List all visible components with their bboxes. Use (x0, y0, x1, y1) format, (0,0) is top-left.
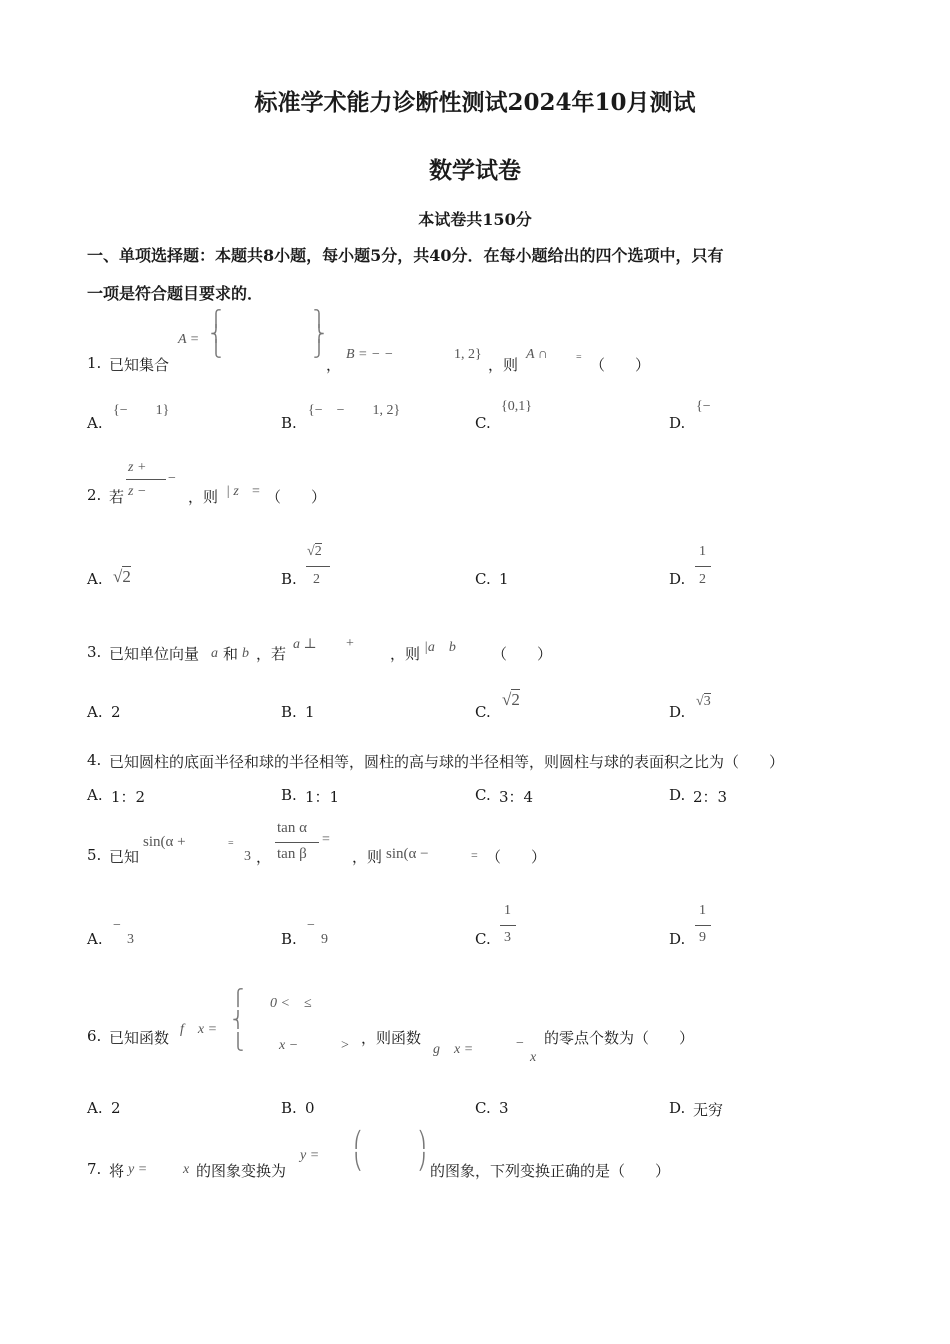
and-text: 和 (223, 645, 239, 663)
page-title: 标准学术能力诊断性测试2024年10月测试 (254, 89, 696, 116)
abs-a-b: |a b (424, 640, 456, 655)
set-b-elements: 1, 2} (454, 347, 482, 362)
option-c-value: {0,1} (501, 399, 532, 414)
question-number: 6. (87, 1027, 102, 1045)
option-c-label: C. (475, 570, 491, 588)
sin-expression: sin(α − (386, 846, 429, 862)
option-c-label: C. (475, 703, 491, 721)
question-text: 已知圆柱的底面半径和球的半径相等，圆柱的高与球的半径相等，则圆柱与球的表面积之比为（ ） (109, 753, 785, 771)
question-number: 2. (87, 486, 102, 504)
function-g: g x = (433, 1042, 474, 1057)
section-heading-line2: 一项是符合题目要求的． (87, 284, 264, 303)
option-a-value: 1：2 (111, 788, 146, 806)
option-d-value: 无穷 (693, 1101, 724, 1119)
option-b-denominator: 9 (321, 932, 328, 947)
option-b-sign: − (307, 918, 315, 933)
then-text: ，则 (390, 645, 421, 663)
comma: ， (326, 356, 342, 374)
option-d-value: 2：3 (693, 788, 728, 806)
minus-sign: − (168, 471, 176, 486)
comma: ， (256, 848, 272, 866)
equals: = (471, 848, 478, 862)
fraction-numerator: z + (128, 460, 147, 475)
option-d-label: D. (669, 930, 686, 948)
plus-sign: + (346, 636, 354, 651)
answer-paren: （ ） (492, 645, 553, 663)
y-equals: y = (128, 1162, 148, 1177)
fraction-bar (126, 479, 166, 480)
option-c-label: C. (475, 414, 491, 432)
g-denominator: x (530, 1050, 537, 1065)
option-b-label: B. (281, 1099, 297, 1117)
x-variable: x (183, 1162, 190, 1177)
sin-denominator: 3 (244, 849, 251, 864)
y-equals-target: y = (300, 1148, 320, 1163)
option-d-label: D. (669, 703, 686, 721)
equals: = (576, 352, 582, 363)
option-b-denominator: 2 (313, 572, 320, 587)
answer-paren: （ ） (266, 488, 327, 506)
sin-expression: sin(α + (143, 834, 186, 850)
option-d-fraction-bar (695, 925, 711, 926)
then-text: ，则 (488, 356, 519, 374)
option-b-value: 0 (305, 1099, 315, 1117)
question-number: 5. (87, 846, 102, 864)
right-brace: ⎫ ⎬ ⎭ (313, 311, 325, 358)
option-d-denominator: 9 (699, 930, 706, 945)
option-c-value: √2 (502, 690, 520, 709)
option-d-numerator: 1 (699, 903, 706, 918)
option-a-label: A. (87, 930, 103, 948)
option-c-denominator: 3 (504, 930, 511, 945)
option-a-value: √2 (113, 567, 131, 586)
perp-condition: a ⊥ (293, 637, 317, 652)
option-c-label: C. (475, 930, 491, 948)
then-text: ，则函数 (361, 1029, 422, 1047)
transform-text: 的图象变换为 (196, 1162, 287, 1180)
option-d-value: {− (696, 399, 711, 414)
piecewise-brace: ⎧ ⎨ ⎩ (232, 990, 244, 1051)
option-a-label: A. (87, 703, 103, 721)
answer-paren: （ ） (590, 356, 651, 374)
option-d-label: D. (669, 414, 686, 432)
vector-a: a (211, 646, 218, 661)
tan-denominator: tan β (277, 846, 307, 862)
then-text: ，则 (188, 488, 219, 506)
option-b-value: 1：1 (305, 788, 340, 806)
question-suffix: 的零点个数为（ ） (544, 1029, 695, 1047)
question-number: 1. (87, 354, 102, 372)
option-b-label: B. (281, 414, 297, 432)
set-b-label: B = − − (346, 347, 394, 362)
right-paren: ⎞ ⎠ (418, 1132, 426, 1171)
g-minus: − (516, 1036, 524, 1051)
piecewise-case-2: x − > (279, 1038, 350, 1053)
option-a-value: 2 (111, 703, 121, 721)
question-text: 已知集合 (109, 356, 170, 374)
option-c-value: 3：4 (499, 788, 534, 806)
option-a-value: 2 (111, 1099, 121, 1117)
option-c-value: 1 (499, 570, 509, 588)
option-c-label: C. (475, 786, 491, 804)
option-d-fraction-bar (695, 566, 711, 567)
question-text: 已知函数 (109, 1029, 170, 1047)
option-c-numerator: 1 (504, 903, 511, 918)
question-text: 已知单位向量 (109, 645, 200, 663)
fraction-denominator: z − (128, 484, 147, 499)
function-f: f x = (180, 1022, 218, 1037)
option-b-fraction-bar (306, 566, 330, 567)
option-a-label: A. (87, 570, 103, 588)
answer-paren: （ ） (486, 848, 547, 866)
then-text: ，则 (352, 848, 383, 866)
option-d-label: D. (669, 570, 686, 588)
question-number: 4. (87, 751, 102, 769)
option-d-denominator: 2 (699, 572, 706, 587)
if-text: ，若 (256, 645, 287, 663)
intersection: A ∩ (526, 347, 548, 362)
equals: = (252, 484, 260, 499)
question-suffix: 的图象，下列变换正确的是（ ） (430, 1162, 671, 1180)
option-a-denominator: 3 (127, 932, 134, 947)
option-b-value: 1 (305, 703, 315, 721)
option-d-numerator: 1 (699, 544, 706, 559)
left-brace: ⎧ ⎨ ⎩ (210, 311, 222, 358)
vector-b: b (242, 646, 249, 661)
option-d-label: D. (669, 1099, 686, 1117)
set-a-label: A = (178, 332, 200, 347)
option-a-value: {− 1} (113, 403, 170, 418)
abs-z: | z (226, 484, 239, 499)
question-text: 将 (109, 1162, 125, 1180)
section-heading-line1: 一、单项选择题：本题共8小题，每小题5分，共40分．在每小题给出的四个选项中，只有 (87, 246, 724, 265)
option-b-label: B. (281, 703, 297, 721)
equals: = (322, 832, 330, 847)
option-d-value: √3 (696, 694, 711, 709)
option-a-label: A. (87, 414, 103, 432)
question-text: 若 (109, 488, 125, 506)
question-number: 7. (87, 1160, 102, 1178)
option-a-label: A. (87, 786, 103, 804)
piecewise-case-1: 0 < ≤ (270, 996, 312, 1011)
option-d-label: D. (669, 786, 686, 804)
option-c-value: 3 (499, 1099, 509, 1117)
option-c-fraction-bar (500, 925, 516, 926)
option-b-label: B. (281, 570, 297, 588)
subject-title: 数学试卷 (429, 157, 521, 184)
equals: = (228, 838, 234, 849)
total-score: 本试卷共150分 (418, 210, 532, 229)
option-a-label: A. (87, 1099, 103, 1117)
option-c-label: C. (475, 1099, 491, 1117)
left-paren: ⎛ ⎝ (354, 1132, 362, 1171)
option-b-label: B. (281, 786, 297, 804)
option-b-value: {− − 1, 2} (308, 403, 401, 418)
tan-numerator: tan α (277, 820, 307, 836)
option-b-label: B. (281, 930, 297, 948)
question-text: 已知 (109, 848, 140, 866)
option-b-numerator: √2 (307, 544, 322, 559)
tan-fraction-bar (275, 842, 319, 843)
option-a-sign: − (113, 918, 121, 933)
question-number: 3. (87, 643, 102, 661)
